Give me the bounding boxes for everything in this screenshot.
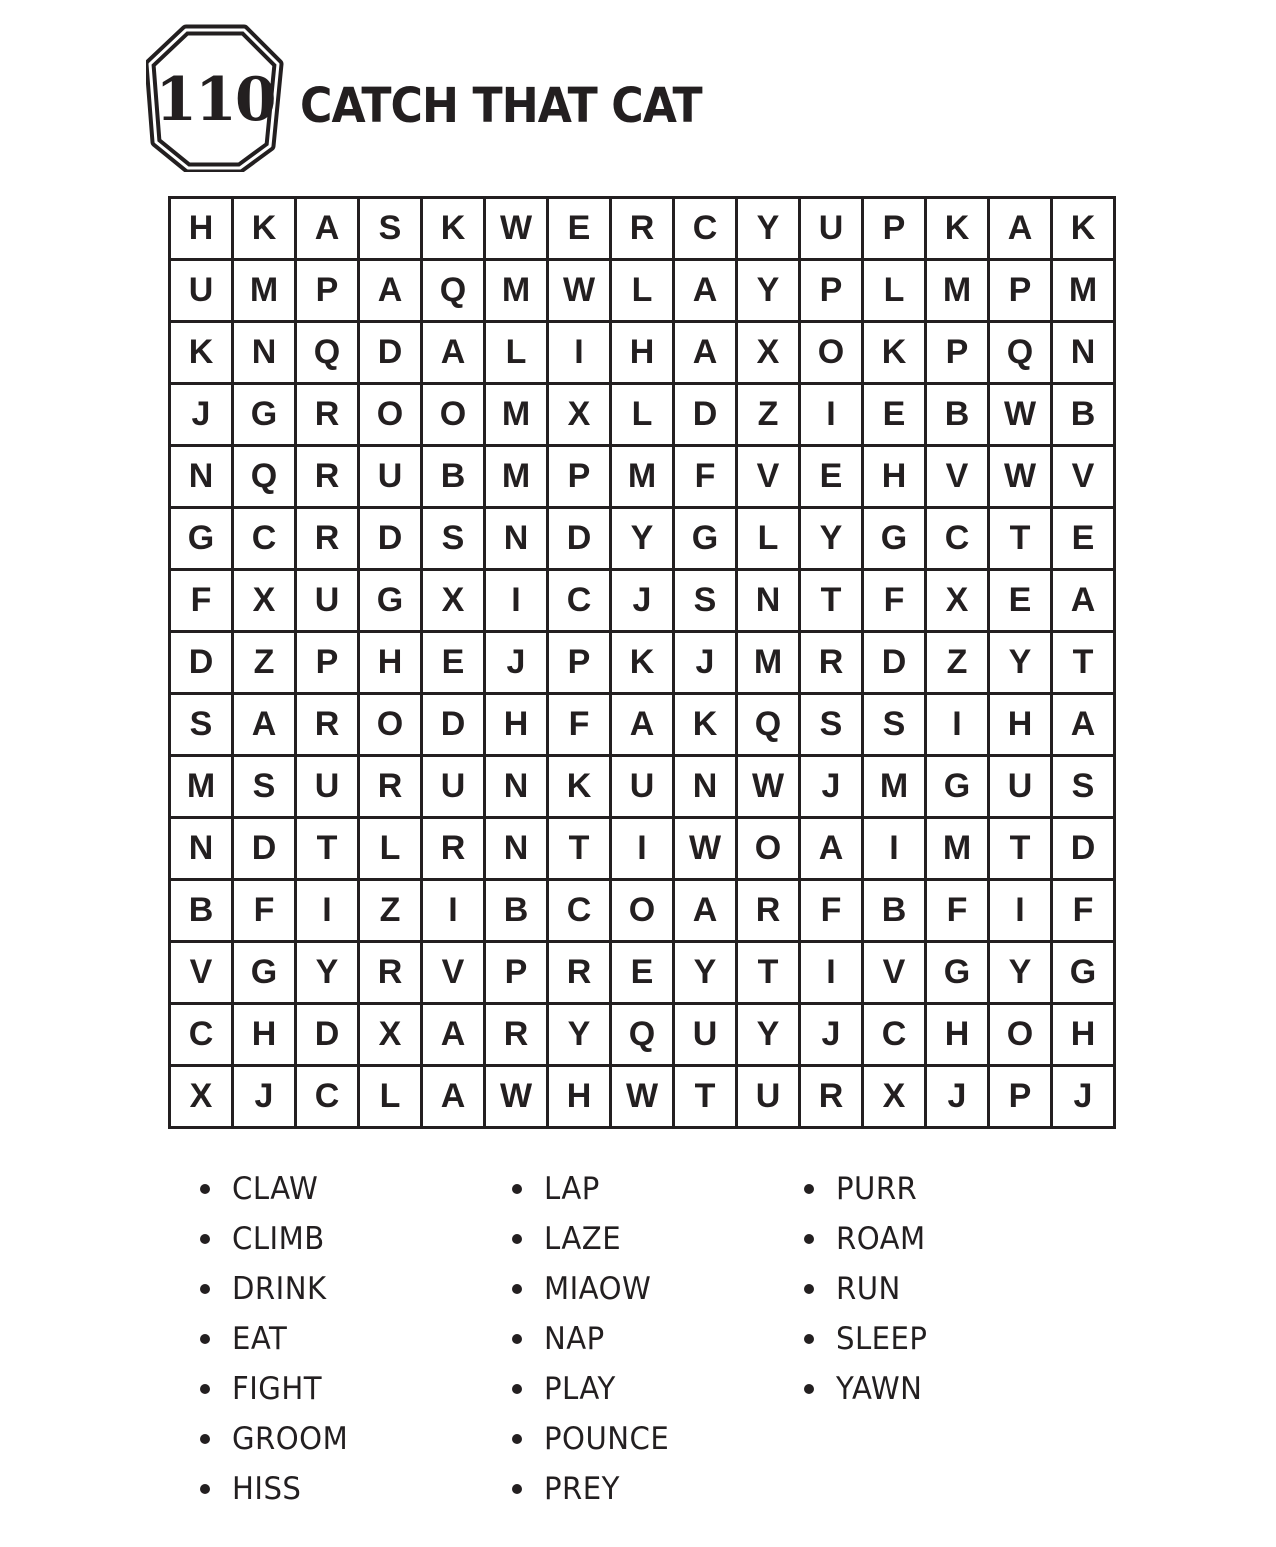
grid-cell[interactable]: M	[927, 819, 987, 878]
grid-cell[interactable]: A	[1053, 571, 1113, 630]
grid-cell[interactable]: M	[486, 261, 546, 320]
word-list-item	[512, 1464, 677, 1514]
grid-cell[interactable]: Y	[612, 509, 672, 568]
grid-cell[interactable]: R	[297, 695, 357, 754]
grid-cell[interactable]: N	[738, 571, 798, 630]
grid-cell[interactable]: A	[423, 323, 483, 382]
grid-cell[interactable]: Y	[801, 509, 861, 568]
grid-cell[interactable]: O	[801, 323, 861, 382]
grid-cell[interactable]: F	[927, 881, 987, 940]
bullet-icon	[512, 1484, 522, 1494]
grid-cell[interactable]: S	[423, 509, 483, 568]
grid-cell[interactable]: C	[927, 509, 987, 568]
grid-cell[interactable]: W	[486, 1067, 546, 1126]
grid-cell[interactable]: S	[675, 571, 735, 630]
word-label: POUNCE	[544, 1421, 670, 1457]
word-list-item	[200, 1164, 356, 1214]
grid-cell[interactable]: H	[171, 199, 231, 258]
grid-cell[interactable]: O	[423, 385, 483, 444]
grid-cell[interactable]: M	[612, 447, 672, 506]
grid-cell[interactable]: N	[171, 819, 231, 878]
grid-cell[interactable]: U	[171, 261, 231, 320]
grid-cell[interactable]: F	[864, 571, 924, 630]
grid-cell[interactable]: H	[234, 1005, 294, 1064]
word-label: HISS	[232, 1471, 302, 1507]
word-label: NAP	[544, 1321, 605, 1357]
grid-cell[interactable]: H	[864, 447, 924, 506]
grid-cell[interactable]: I	[864, 819, 924, 878]
grid-cell[interactable]: P	[486, 943, 546, 1002]
grid-cell[interactable]: D	[297, 1005, 357, 1064]
grid-cell[interactable]: R	[486, 1005, 546, 1064]
grid-cell[interactable]: J	[927, 1067, 987, 1126]
word-list-item	[512, 1314, 677, 1364]
bullet-icon	[804, 1184, 814, 1194]
grid-cell[interactable]: K	[423, 199, 483, 258]
grid-cell[interactable]: I	[801, 943, 861, 1002]
grid-cell[interactable]: V	[171, 943, 231, 1002]
word-list-item	[804, 1314, 933, 1364]
grid-cell[interactable]: N	[171, 447, 231, 506]
grid-cell[interactable]: C	[171, 1005, 231, 1064]
grid-cell[interactable]: U	[738, 1067, 798, 1126]
bullet-icon	[200, 1184, 210, 1194]
grid-cell[interactable]: I	[486, 571, 546, 630]
grid-cell[interactable]: S	[1053, 757, 1113, 816]
puzzle-title: CATCH THAT CAT	[300, 78, 702, 134]
grid-cell[interactable]: W	[738, 757, 798, 816]
grid-cell[interactable]: H	[1053, 1005, 1113, 1064]
grid-cell[interactable]: L	[360, 1067, 420, 1126]
grid-cell[interactable]: D	[234, 819, 294, 878]
grid-cell[interactable]: R	[801, 1067, 861, 1126]
word-label: PREY	[544, 1471, 620, 1507]
puzzle-number: 110	[155, 65, 275, 135]
grid-cell[interactable]: P	[927, 323, 987, 382]
grid-cell[interactable]: C	[549, 881, 609, 940]
word-label: FIGHT	[232, 1371, 323, 1407]
bullet-icon	[200, 1234, 210, 1244]
bullet-icon	[200, 1334, 210, 1344]
word-list-item	[200, 1364, 356, 1414]
grid-cell[interactable]: A	[801, 819, 861, 878]
grid-cell[interactable]: D	[549, 509, 609, 568]
grid-cell[interactable]: S	[801, 695, 861, 754]
grid-cell[interactable]: B	[927, 385, 987, 444]
grid-cell[interactable]: P	[549, 447, 609, 506]
grid-cell[interactable]: L	[612, 261, 672, 320]
grid-cell[interactable]: K	[234, 199, 294, 258]
grid-cell[interactable]: L	[738, 509, 798, 568]
grid-cell[interactable]: W	[486, 199, 546, 258]
word-list-item	[804, 1364, 933, 1414]
word-label: MIAOW	[544, 1271, 652, 1307]
grid-cell[interactable]: K	[864, 323, 924, 382]
grid-cell[interactable]: C	[675, 199, 735, 258]
grid-cell[interactable]: E	[549, 199, 609, 258]
grid-cell[interactable]: I	[297, 881, 357, 940]
grid-cell[interactable]: U	[297, 571, 357, 630]
grid-cell[interactable]: O	[360, 385, 420, 444]
grid-cell[interactable]: Q	[423, 261, 483, 320]
grid-cell[interactable]: A	[675, 881, 735, 940]
grid-cell[interactable]: O	[990, 1005, 1050, 1064]
word-label: GROOM	[232, 1421, 349, 1457]
grid-cell[interactable]: M	[486, 447, 546, 506]
grid-cell[interactable]: Z	[927, 633, 987, 692]
grid-cell[interactable]: G	[927, 757, 987, 816]
word-label: ROAM	[836, 1221, 926, 1257]
grid-cell[interactable]: J	[486, 633, 546, 692]
grid-cell[interactable]: H	[549, 1067, 609, 1126]
word-list-item	[512, 1264, 677, 1314]
grid-cell[interactable]: N	[675, 757, 735, 816]
grid-cell[interactable]: M	[234, 261, 294, 320]
grid-cell[interactable]: H	[486, 695, 546, 754]
grid-cell[interactable]: B	[1053, 385, 1113, 444]
grid-cell[interactable]: V	[927, 447, 987, 506]
grid-cell[interactable]: D	[360, 323, 420, 382]
grid-cell[interactable]: R	[297, 509, 357, 568]
grid-cell[interactable]: K	[612, 633, 672, 692]
grid-cell[interactable]: R	[423, 819, 483, 878]
grid-cell[interactable]: L	[360, 819, 420, 878]
grid-cell[interactable]: P	[990, 261, 1050, 320]
word-label: LAZE	[544, 1221, 622, 1257]
grid-cell[interactable]: A	[234, 695, 294, 754]
grid-cell[interactable]: A	[297, 199, 357, 258]
word-label: CLIMB	[232, 1221, 325, 1257]
grid-cell[interactable]: C	[234, 509, 294, 568]
bullet-icon	[512, 1234, 522, 1244]
grid-cell[interactable]: T	[990, 509, 1050, 568]
grid-cell[interactable]: G	[234, 943, 294, 1002]
grid-cell[interactable]: U	[423, 757, 483, 816]
grid-cell[interactable]: C	[549, 571, 609, 630]
grid-cell[interactable]: G	[675, 509, 735, 568]
grid-cell[interactable]: X	[927, 571, 987, 630]
grid-cell[interactable]: A	[990, 199, 1050, 258]
grid-cell[interactable]: M	[1053, 261, 1113, 320]
grid-cell[interactable]: N	[234, 323, 294, 382]
grid-cell[interactable]: Q	[612, 1005, 672, 1064]
grid-cell[interactable]: S	[360, 199, 420, 258]
grid-cell[interactable]: L	[864, 261, 924, 320]
grid-cell[interactable]: G	[1053, 943, 1113, 1002]
word-list-item	[200, 1264, 356, 1314]
grid-cell[interactable]: O	[612, 881, 672, 940]
grid-cell[interactable]: Y	[297, 943, 357, 1002]
word-label: EAT	[232, 1321, 288, 1357]
grid-cell[interactable]: G	[927, 943, 987, 1002]
bullet-icon	[200, 1384, 210, 1394]
grid-cell[interactable]: I	[612, 819, 672, 878]
grid-cell[interactable]: R	[297, 447, 357, 506]
word-label: PURR	[836, 1171, 918, 1207]
grid-cell[interactable]: J	[801, 1005, 861, 1064]
word-list-item	[512, 1164, 677, 1214]
grid-cell[interactable]: T	[738, 943, 798, 1002]
grid-cell[interactable]: R	[612, 199, 672, 258]
grid-cell[interactable]: E	[864, 385, 924, 444]
grid-cell[interactable]: I	[801, 385, 861, 444]
word-list-item	[200, 1214, 356, 1264]
grid-cell[interactable]: B	[864, 881, 924, 940]
word-label: PLAY	[544, 1371, 616, 1407]
grid-cell[interactable]: S	[864, 695, 924, 754]
word-label: SLEEP	[836, 1321, 928, 1357]
grid-cell[interactable]: K	[549, 757, 609, 816]
grid-cell[interactable]: H	[927, 1005, 987, 1064]
grid-cell[interactable]: X	[738, 323, 798, 382]
grid-cell[interactable]: T	[549, 819, 609, 878]
word-list-item	[200, 1314, 356, 1364]
word-label: RUN	[836, 1271, 901, 1307]
grid-cell[interactable]: D	[171, 633, 231, 692]
grid-cell[interactable]: K	[927, 199, 987, 258]
bullet-icon	[804, 1284, 814, 1294]
grid-cell[interactable]: A	[423, 1067, 483, 1126]
grid-cell[interactable]: M	[486, 385, 546, 444]
grid-cell[interactable]: Q	[297, 323, 357, 382]
grid-cell[interactable]: L	[612, 385, 672, 444]
grid-cell[interactable]: Y	[738, 1005, 798, 1064]
grid-cell[interactable]: P	[549, 633, 609, 692]
grid-cell[interactable]: I	[927, 695, 987, 754]
grid-cell[interactable]: U	[990, 757, 1050, 816]
grid-cell[interactable]: J	[171, 385, 231, 444]
grid-cell[interactable]: T	[1053, 633, 1113, 692]
grid-cell[interactable]: X	[423, 571, 483, 630]
word-list-item	[804, 1214, 933, 1264]
grid-cell[interactable]: F	[234, 881, 294, 940]
grid-cell[interactable]: E	[612, 943, 672, 1002]
grid-cell[interactable]: K	[675, 695, 735, 754]
bullet-icon	[512, 1384, 522, 1394]
grid-cell[interactable]: G	[864, 509, 924, 568]
word-list-item	[512, 1364, 677, 1414]
grid-cell[interactable]: Y	[738, 261, 798, 320]
grid-cell[interactable]: B	[486, 881, 546, 940]
grid-cell[interactable]: E	[423, 633, 483, 692]
grid-cell[interactable]: U	[675, 1005, 735, 1064]
grid-cell[interactable]: V	[738, 447, 798, 506]
grid-cell[interactable]: P	[297, 261, 357, 320]
grid-cell[interactable]: K	[1053, 199, 1113, 258]
grid-cell[interactable]: J	[801, 757, 861, 816]
grid-cell[interactable]: D	[864, 633, 924, 692]
grid-cell[interactable]: R	[801, 633, 861, 692]
grid-cell[interactable]: D	[675, 385, 735, 444]
grid-cell[interactable]: A	[612, 695, 672, 754]
grid-cell[interactable]: X	[234, 571, 294, 630]
word-list-item	[200, 1464, 356, 1514]
grid-cell[interactable]: E	[1053, 509, 1113, 568]
word-list-item	[200, 1414, 356, 1464]
grid-cell[interactable]: Z	[738, 385, 798, 444]
grid-cell[interactable]: N	[486, 757, 546, 816]
grid-cell[interactable]: N	[486, 819, 546, 878]
grid-cell[interactable]: V	[864, 943, 924, 1002]
grid-cell[interactable]: I	[549, 323, 609, 382]
grid-cell[interactable]: T	[990, 819, 1050, 878]
word-label: CLAW	[232, 1171, 319, 1207]
grid-cell[interactable]: J	[675, 633, 735, 692]
grid-cell[interactable]: C	[297, 1067, 357, 1126]
grid-cell[interactable]: Q	[234, 447, 294, 506]
grid-cell[interactable]: A	[1053, 695, 1113, 754]
grid-cell[interactable]: P	[990, 1067, 1050, 1126]
word-list-column-3	[804, 1164, 933, 1414]
grid-cell[interactable]: F	[675, 447, 735, 506]
grid-cell[interactable]: R	[738, 881, 798, 940]
grid-cell[interactable]: D	[1053, 819, 1113, 878]
grid-cell[interactable]: L	[486, 323, 546, 382]
grid-cell[interactable]: J	[1053, 1067, 1113, 1126]
word-list-item	[512, 1414, 677, 1464]
bullet-icon	[512, 1334, 522, 1344]
bullet-icon	[512, 1184, 522, 1194]
grid-cell[interactable]: E	[990, 571, 1050, 630]
puzzle-number-badge	[146, 24, 284, 172]
word-label: LAP	[544, 1171, 600, 1207]
grid-cell[interactable]: N	[1053, 323, 1113, 382]
grid-cell[interactable]: Q	[738, 695, 798, 754]
grid-cell[interactable]: A	[675, 261, 735, 320]
grid-cell[interactable]: W	[990, 447, 1050, 506]
grid-cell[interactable]: Y	[675, 943, 735, 1002]
bullet-icon	[804, 1234, 814, 1244]
grid-cell[interactable]: X	[171, 1067, 231, 1126]
bullet-icon	[512, 1284, 522, 1294]
grid-cell[interactable]: M	[927, 261, 987, 320]
grid-cell[interactable]: C	[864, 1005, 924, 1064]
grid-cell[interactable]: Y	[990, 633, 1050, 692]
grid-cell[interactable]: T	[801, 571, 861, 630]
grid-cell[interactable]: P	[297, 633, 357, 692]
grid-cell[interactable]: D	[423, 695, 483, 754]
bullet-icon	[200, 1434, 210, 1444]
grid-cell[interactable]: O	[360, 695, 420, 754]
grid-cell[interactable]: J	[612, 571, 672, 630]
grid-cell[interactable]: F	[1053, 881, 1113, 940]
grid-cell[interactable]: M	[738, 633, 798, 692]
word-list-column-1	[200, 1164, 356, 1514]
grid-cell[interactable]: W	[990, 385, 1050, 444]
word-list-item	[804, 1164, 933, 1214]
grid-cell[interactable]: R	[549, 943, 609, 1002]
grid-cell[interactable]: S	[234, 757, 294, 816]
grid-cell[interactable]: W	[675, 819, 735, 878]
grid-cell[interactable]: J	[234, 1067, 294, 1126]
grid-cell[interactable]: A	[675, 323, 735, 382]
grid-cell[interactable]: Y	[549, 1005, 609, 1064]
word-list-item	[804, 1264, 933, 1314]
grid-cell[interactable]: P	[801, 261, 861, 320]
bullet-icon	[200, 1284, 210, 1294]
grid-cell[interactable]: O	[738, 819, 798, 878]
grid-cell[interactable]: X	[864, 1067, 924, 1126]
grid-cell[interactable]: W	[612, 1067, 672, 1126]
grid-cell[interactable]: I	[423, 881, 483, 940]
grid-cell[interactable]: B	[171, 881, 231, 940]
word-list-column-2	[512, 1164, 677, 1514]
grid-cell[interactable]: K	[171, 323, 231, 382]
word-list-item	[512, 1214, 677, 1264]
word-search-grid	[168, 196, 1116, 1129]
grid-cell[interactable]: G	[171, 509, 231, 568]
bullet-icon	[804, 1334, 814, 1344]
grid-cell[interactable]: U	[612, 757, 672, 816]
grid-cell[interactable]: V	[423, 943, 483, 1002]
grid-cell[interactable]: F	[549, 695, 609, 754]
grid-cell[interactable]: P	[864, 199, 924, 258]
grid-cell[interactable]: H	[612, 323, 672, 382]
grid-cell[interactable]: X	[360, 1005, 420, 1064]
grid-cell[interactable]: S	[171, 695, 231, 754]
grid-cell[interactable]: G	[234, 385, 294, 444]
bullet-icon	[804, 1384, 814, 1394]
grid-cell[interactable]: M	[171, 757, 231, 816]
bullet-icon	[512, 1434, 522, 1444]
grid-cell[interactable]: U	[801, 199, 861, 258]
grid-cell[interactable]: F	[801, 881, 861, 940]
grid-cell[interactable]: W	[549, 261, 609, 320]
grid-cell[interactable]: H	[360, 633, 420, 692]
grid-cell[interactable]: T	[297, 819, 357, 878]
grid-cell[interactable]: B	[423, 447, 483, 506]
grid-cell[interactable]: V	[1053, 447, 1113, 506]
grid-cell[interactable]: F	[171, 571, 231, 630]
grid-cell[interactable]: A	[423, 1005, 483, 1064]
grid-cell[interactable]: Q	[990, 323, 1050, 382]
grid-cell[interactable]: Z	[360, 881, 420, 940]
grid-cell[interactable]: D	[360, 509, 420, 568]
grid-cell[interactable]: N	[486, 509, 546, 568]
grid-cell[interactable]: U	[297, 757, 357, 816]
grid-cell[interactable]: H	[990, 695, 1050, 754]
grid-cell[interactable]: T	[675, 1067, 735, 1126]
grid-cell[interactable]: Z	[234, 633, 294, 692]
grid-cell[interactable]: A	[360, 261, 420, 320]
grid-cell[interactable]: R	[297, 385, 357, 444]
grid-cell[interactable]: R	[360, 943, 420, 1002]
word-label: YAWN	[836, 1371, 923, 1407]
grid-cell[interactable]: E	[801, 447, 861, 506]
grid-cell[interactable]: Y	[738, 199, 798, 258]
grid-cell[interactable]: M	[864, 757, 924, 816]
bullet-icon	[200, 1484, 210, 1494]
grid-cell[interactable]: Y	[990, 943, 1050, 1002]
grid-cell[interactable]: R	[360, 757, 420, 816]
grid-cell[interactable]: G	[360, 571, 420, 630]
word-label: DRINK	[232, 1271, 327, 1307]
grid-cell[interactable]: I	[990, 881, 1050, 940]
grid-cell[interactable]: U	[360, 447, 420, 506]
grid-cell[interactable]: X	[549, 385, 609, 444]
